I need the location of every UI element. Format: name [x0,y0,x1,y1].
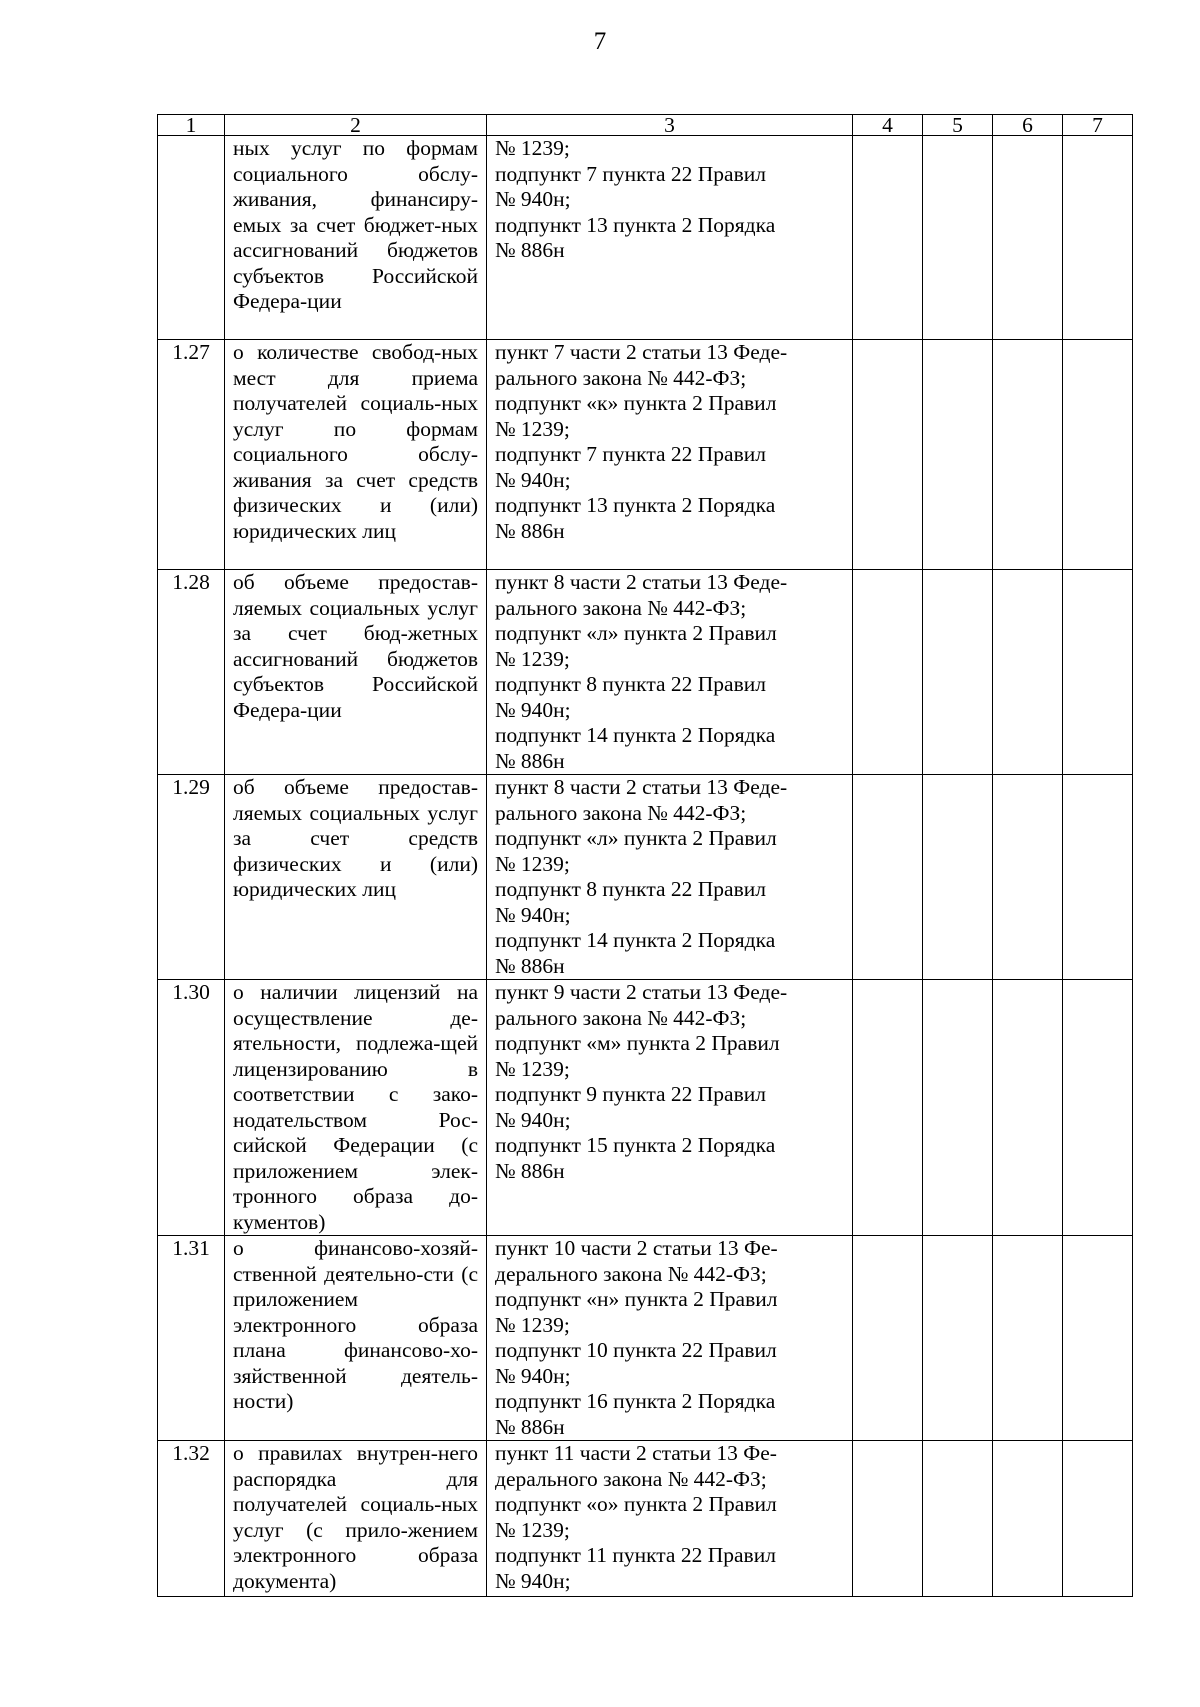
reference-line: подпункт 11 пункта 22 Правил [495,1543,776,1567]
row-references [487,136,853,340]
header-cell: 6 [993,115,1063,136]
reference-line: № 940н; [495,1568,571,1593]
reference-line: № 940н; [495,902,571,927]
empty-cell [1063,136,1133,340]
reference-line: подпункт 15 пункта 2 Порядка [495,1133,776,1157]
header-cell: 4 [853,115,923,136]
reference-line: подпункт 14 пункта 2 Порядка [495,928,776,952]
empty-cell [993,1441,1063,1597]
row-number: 1.28 [158,570,225,775]
empty-cell [853,1236,923,1441]
table-row [158,1236,1133,1441]
empty-cell [853,1441,923,1597]
row-description: о количестве свобод-ных мест для приема получателей социаль-ных услуг по формам социального обслу-живания за счет средств физических и (или) юридических лиц [225,340,487,570]
row-description: о финансово-хозяй-ственной деятельно-сти (с приложением электронного образа плана финансово-хо-зяйственной деятель-ности) [225,1236,487,1441]
row-number: 1.30 [158,980,225,1236]
reference-line: подпункт «о» пункта 2 Правил [495,1492,777,1516]
reference-line: № 940н; [495,467,571,492]
row-number: 1.31 [158,1236,225,1441]
row-number [158,136,225,340]
table-row [158,340,1133,570]
empty-cell [1063,1441,1133,1597]
reference-line: рального закона № 442-ФЗ; [495,365,747,390]
row-references [487,1236,853,1441]
reference-line: подпункт 7 пункта 22 Правил [495,442,766,466]
reference-line: № 1239; [495,646,570,671]
empty-cell [853,340,923,570]
reference-line: № 940н; [495,697,571,722]
reference-line: подпункт «н» пункта 2 Правил [495,1287,778,1311]
row-number: 1.32 [158,1441,225,1597]
empty-cell [1063,1236,1133,1441]
reference-line: № 1239; [495,416,570,441]
reference-line: подпункт 13 пункта 2 Порядка [495,212,776,237]
empty-cell [993,136,1063,340]
reference-line: № 940н; [495,1107,571,1132]
header-cell: 1 [158,115,225,136]
reference-line: подпункт «л» пункта 2 Правил [495,826,777,850]
reference-line: пункт 8 части 2 статьи 13 Феде- [495,570,788,594]
empty-cell [993,980,1063,1236]
empty-cell [923,136,993,340]
reference-line: № 886н [495,748,565,773]
row-description: об объеме предостав-ляемых социальных услуг за счет средств физических и (или) юридических лиц [225,775,487,980]
document-table [157,114,1133,1597]
reference-line: пункт 11 части 2 статьи 13 Фе- [495,1441,777,1465]
empty-cell [853,775,923,980]
header-cell: 7 [1063,115,1133,136]
reference-line: пункт 10 части 2 статьи 13 Фе- [495,1236,778,1260]
page-number: 7 [593,28,607,55]
header-cell: 3 [487,115,853,136]
reference-line: подпункт «л» пункта 2 Правил [495,621,777,645]
reference-line: дерального закона № 442-ФЗ; [495,1261,767,1286]
reference-line: подпункт 10 пункта 22 Правил [495,1338,777,1362]
empty-cell [923,1236,993,1441]
reference-line: пункт 9 части 2 статьи 13 Феде- [495,980,788,1004]
reference-line: подпункт 9 пункта 22 Правил [495,1082,766,1106]
row-references [487,1441,853,1597]
reference-line: рального закона № 442-ФЗ; [495,800,747,825]
reference-line: подпункт 16 пункта 2 Порядка [495,1389,776,1413]
row-number: 1.27 [158,340,225,570]
header-cell: 2 [225,115,487,136]
reference-line: подпункт 7 пункта 22 Правил [495,161,766,186]
empty-cell [993,1236,1063,1441]
row-number: 1.29 [158,775,225,980]
reference-line: № 886н [495,953,565,978]
reference-line: № 886н [495,1414,565,1439]
reference-line: № 1239; [495,851,570,876]
empty-cell [923,570,993,775]
table-row [158,980,1133,1236]
reference-line: рального закона № 442-ФЗ; [495,595,747,620]
reference-line: № 886н [495,518,565,543]
empty-cell [853,980,923,1236]
empty-cell [1063,775,1133,980]
reference-line: подпункт 8 пункта 22 Правил [495,877,766,901]
row-description: о наличии лицензий на осуществление де-ятельности, подлежа-щей лицензированию в соответствии с зако-нодательством Рос-сийской Федерации (с приложением элек-тронного образа до-кументов) [225,980,487,1236]
reference-line: пункт 7 части 2 статьи 13 Феде- [495,340,788,364]
row-description: об объеме предостав-ляемых социальных услуг за счет бюд-жетных ассигнований бюджетов субъектов Российской Федера-ции [225,570,487,775]
row-description: о правилах внутрен-него распорядка для получателей социаль-ных услуг (с прило-жением электронного образа документа) [225,1441,487,1597]
reference-line: подпункт «к» пункта 2 Правил [495,391,777,415]
reference-line: № 1239; [495,1517,570,1542]
empty-cell [1063,570,1133,775]
table-row [158,775,1133,980]
reference-line: подпункт «м» пункта 2 Правил [495,1031,780,1055]
empty-cell [853,136,923,340]
table-row [158,136,1133,340]
reference-line: № 1239; [495,1312,570,1337]
row-references [487,340,853,570]
empty-cell [853,570,923,775]
empty-cell [1063,340,1133,570]
table-row [158,1441,1133,1597]
reference-line: дерального закона № 442-ФЗ; [495,1466,767,1491]
row-references [487,775,853,980]
reference-line: № 886н [495,1158,565,1183]
empty-cell [993,775,1063,980]
empty-cell [993,340,1063,570]
empty-cell [1063,980,1133,1236]
reference-line: подпункт 8 пункта 22 Правил [495,672,766,696]
reference-line: подпункт 13 пункта 2 Порядка [495,493,776,517]
header-row [158,115,1133,136]
reference-line: пункт 8 части 2 статьи 13 Феде- [495,775,788,799]
reference-line: № 940н; [495,187,571,211]
reference-line: № 1239; [495,136,570,160]
empty-cell [993,570,1063,775]
empty-cell [923,980,993,1236]
empty-cell [923,340,993,570]
reference-line: № 886н [495,238,565,262]
header-cell: 5 [923,115,993,136]
empty-cell [923,775,993,980]
table-row [158,570,1133,775]
reference-line: рального закона № 442-ФЗ; [495,1005,747,1030]
reference-line: подпункт 14 пункта 2 Порядка [495,723,776,747]
row-description: ных услуг по формам социального обслу-живания, финансиру-емых за счет бюджет-ных ассигнований бюджетов субъектов Российской Федера-ции [225,136,487,340]
reference-line: № 940н; [495,1363,571,1388]
row-references [487,570,853,775]
empty-cell [923,1441,993,1597]
reference-line: № 1239; [495,1056,570,1081]
row-references [487,980,853,1236]
